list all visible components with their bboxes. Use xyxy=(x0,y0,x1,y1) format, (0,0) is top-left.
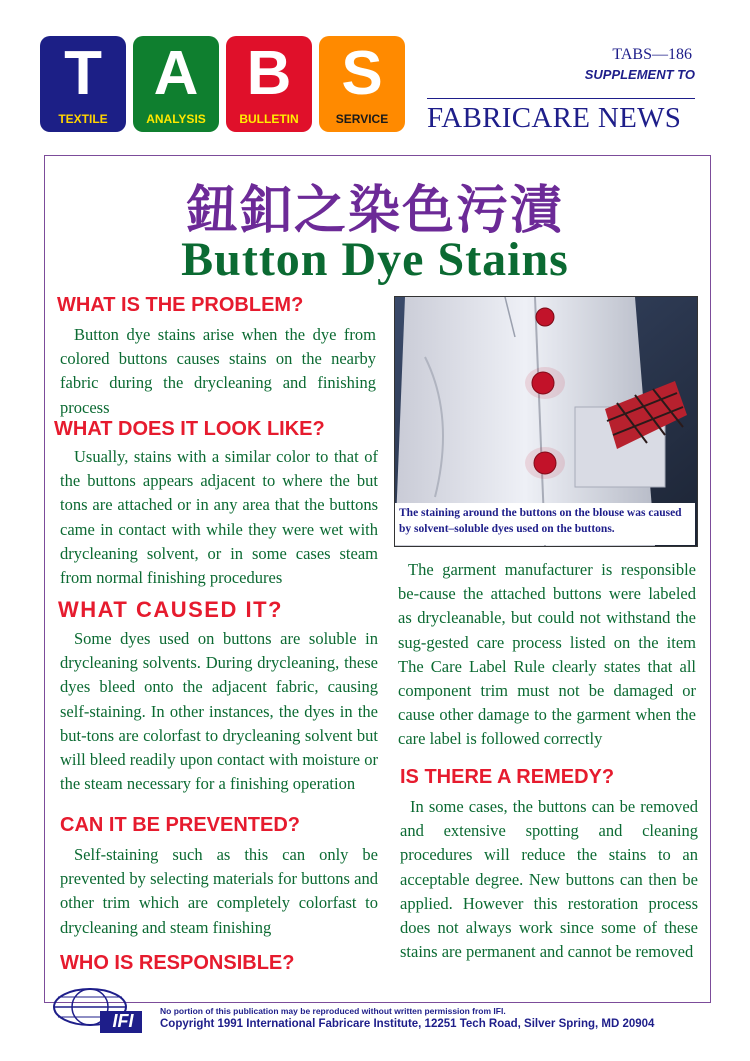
logo-tile-a xyxy=(133,36,219,132)
bulletin-code: TABS—186 xyxy=(612,46,692,63)
text-problem: Button dye stains arise when the dye from colored buttons causes stains on the nearby fabric during the drycleaning and finishing process xyxy=(60,325,376,417)
photo-caption: The staining around the buttons on the blouse was caused by solvent–soluble dyes used on the buttons. xyxy=(395,503,695,545)
logo-word: BULLETIN xyxy=(239,112,299,126)
logo-word: TEXTILE xyxy=(58,112,108,126)
copyright-notice: Copyright 1991 International Fabricare Institute, 12251 Tech Road, Silver Spring, MD 20904 xyxy=(160,1018,655,1030)
logo-tile-b xyxy=(226,36,312,132)
heading-cause: WHAT CAUSED IT? xyxy=(58,597,283,622)
logo-letter: A xyxy=(153,39,199,108)
logo-letter: S xyxy=(341,39,383,108)
supplement-label: SUPPLEMENT TO xyxy=(584,67,695,82)
reproduction-notice: No portion of this publication may be reproduced without written permission from IFI. xyxy=(160,1006,506,1016)
text-remedy: In some cases, the buttons can be removed and extensive spotting and cleaning procedures will reduce the stains to an acceptable degree. New buttons can then be applied. However this restoration process does not always work since some of these stains are permanent and cannot be removed xyxy=(400,797,698,962)
tabs-logo xyxy=(40,36,410,132)
logo-letter: B xyxy=(246,39,292,108)
logo-word: ANALYSIS xyxy=(146,112,206,126)
text-responsible: The garment manufacturer is responsible be-cause the attached buttons were labeled as drycleanable, but could not withstand the sug-gested care process listed on the item The Care Label Rule clearly states that all component trim must not be damaged or cause other damage to the garment when the care label is followed correctly xyxy=(398,560,696,749)
text-prevent: Self-staining such as this can only be prevented by selecting materials for buttons and other trim which are completely colorfast to drycleaning and steam finishing xyxy=(60,845,378,937)
ifi-logo-text: IFI xyxy=(112,1011,134,1031)
heading-prevent: CAN IT BE PREVENTED? xyxy=(60,814,301,836)
logo-tile-t xyxy=(40,36,126,132)
heading-problem: WHAT IS THE PROBLEM? xyxy=(57,294,304,316)
logo-tile-s xyxy=(319,36,405,132)
heading-responsible: WHO IS RESPONSIBLE? xyxy=(60,952,295,974)
heading-remedy: IS THERE A REMEDY? xyxy=(400,766,615,788)
title-english: Button Dye Stains xyxy=(181,233,569,286)
text-cause: Some dyes used on buttons are soluble in drycleaning solvents. During drycleaning, these dyes bleed onto the adjacent fabric, causing self-staining. In other instances, the dyes in the but-tons are colorfast to drycleaning solvent but will bleed readily upon contact with moisture or the steam necessary for a finishing operation xyxy=(60,629,378,794)
heading-look: WHAT DOES IT LOOK LIKE? xyxy=(54,418,325,440)
ifi-logo xyxy=(48,985,148,1035)
header-divider xyxy=(427,98,695,99)
logo-word: SERVICE xyxy=(335,112,389,126)
text-look: Usually, stains with a similar color to that of the buttons appears adjacent to where the but tons are attached or in any area that the buttons came in contact with while they were wet with drycleaning solvent, or in some cases steam from normal finishing procedures xyxy=(60,447,378,588)
logo-letter: T xyxy=(64,39,102,108)
title-chinese: 鈕釦之染色污漬 xyxy=(185,180,564,241)
publication-name: FABRICARE NEWS xyxy=(427,102,682,134)
